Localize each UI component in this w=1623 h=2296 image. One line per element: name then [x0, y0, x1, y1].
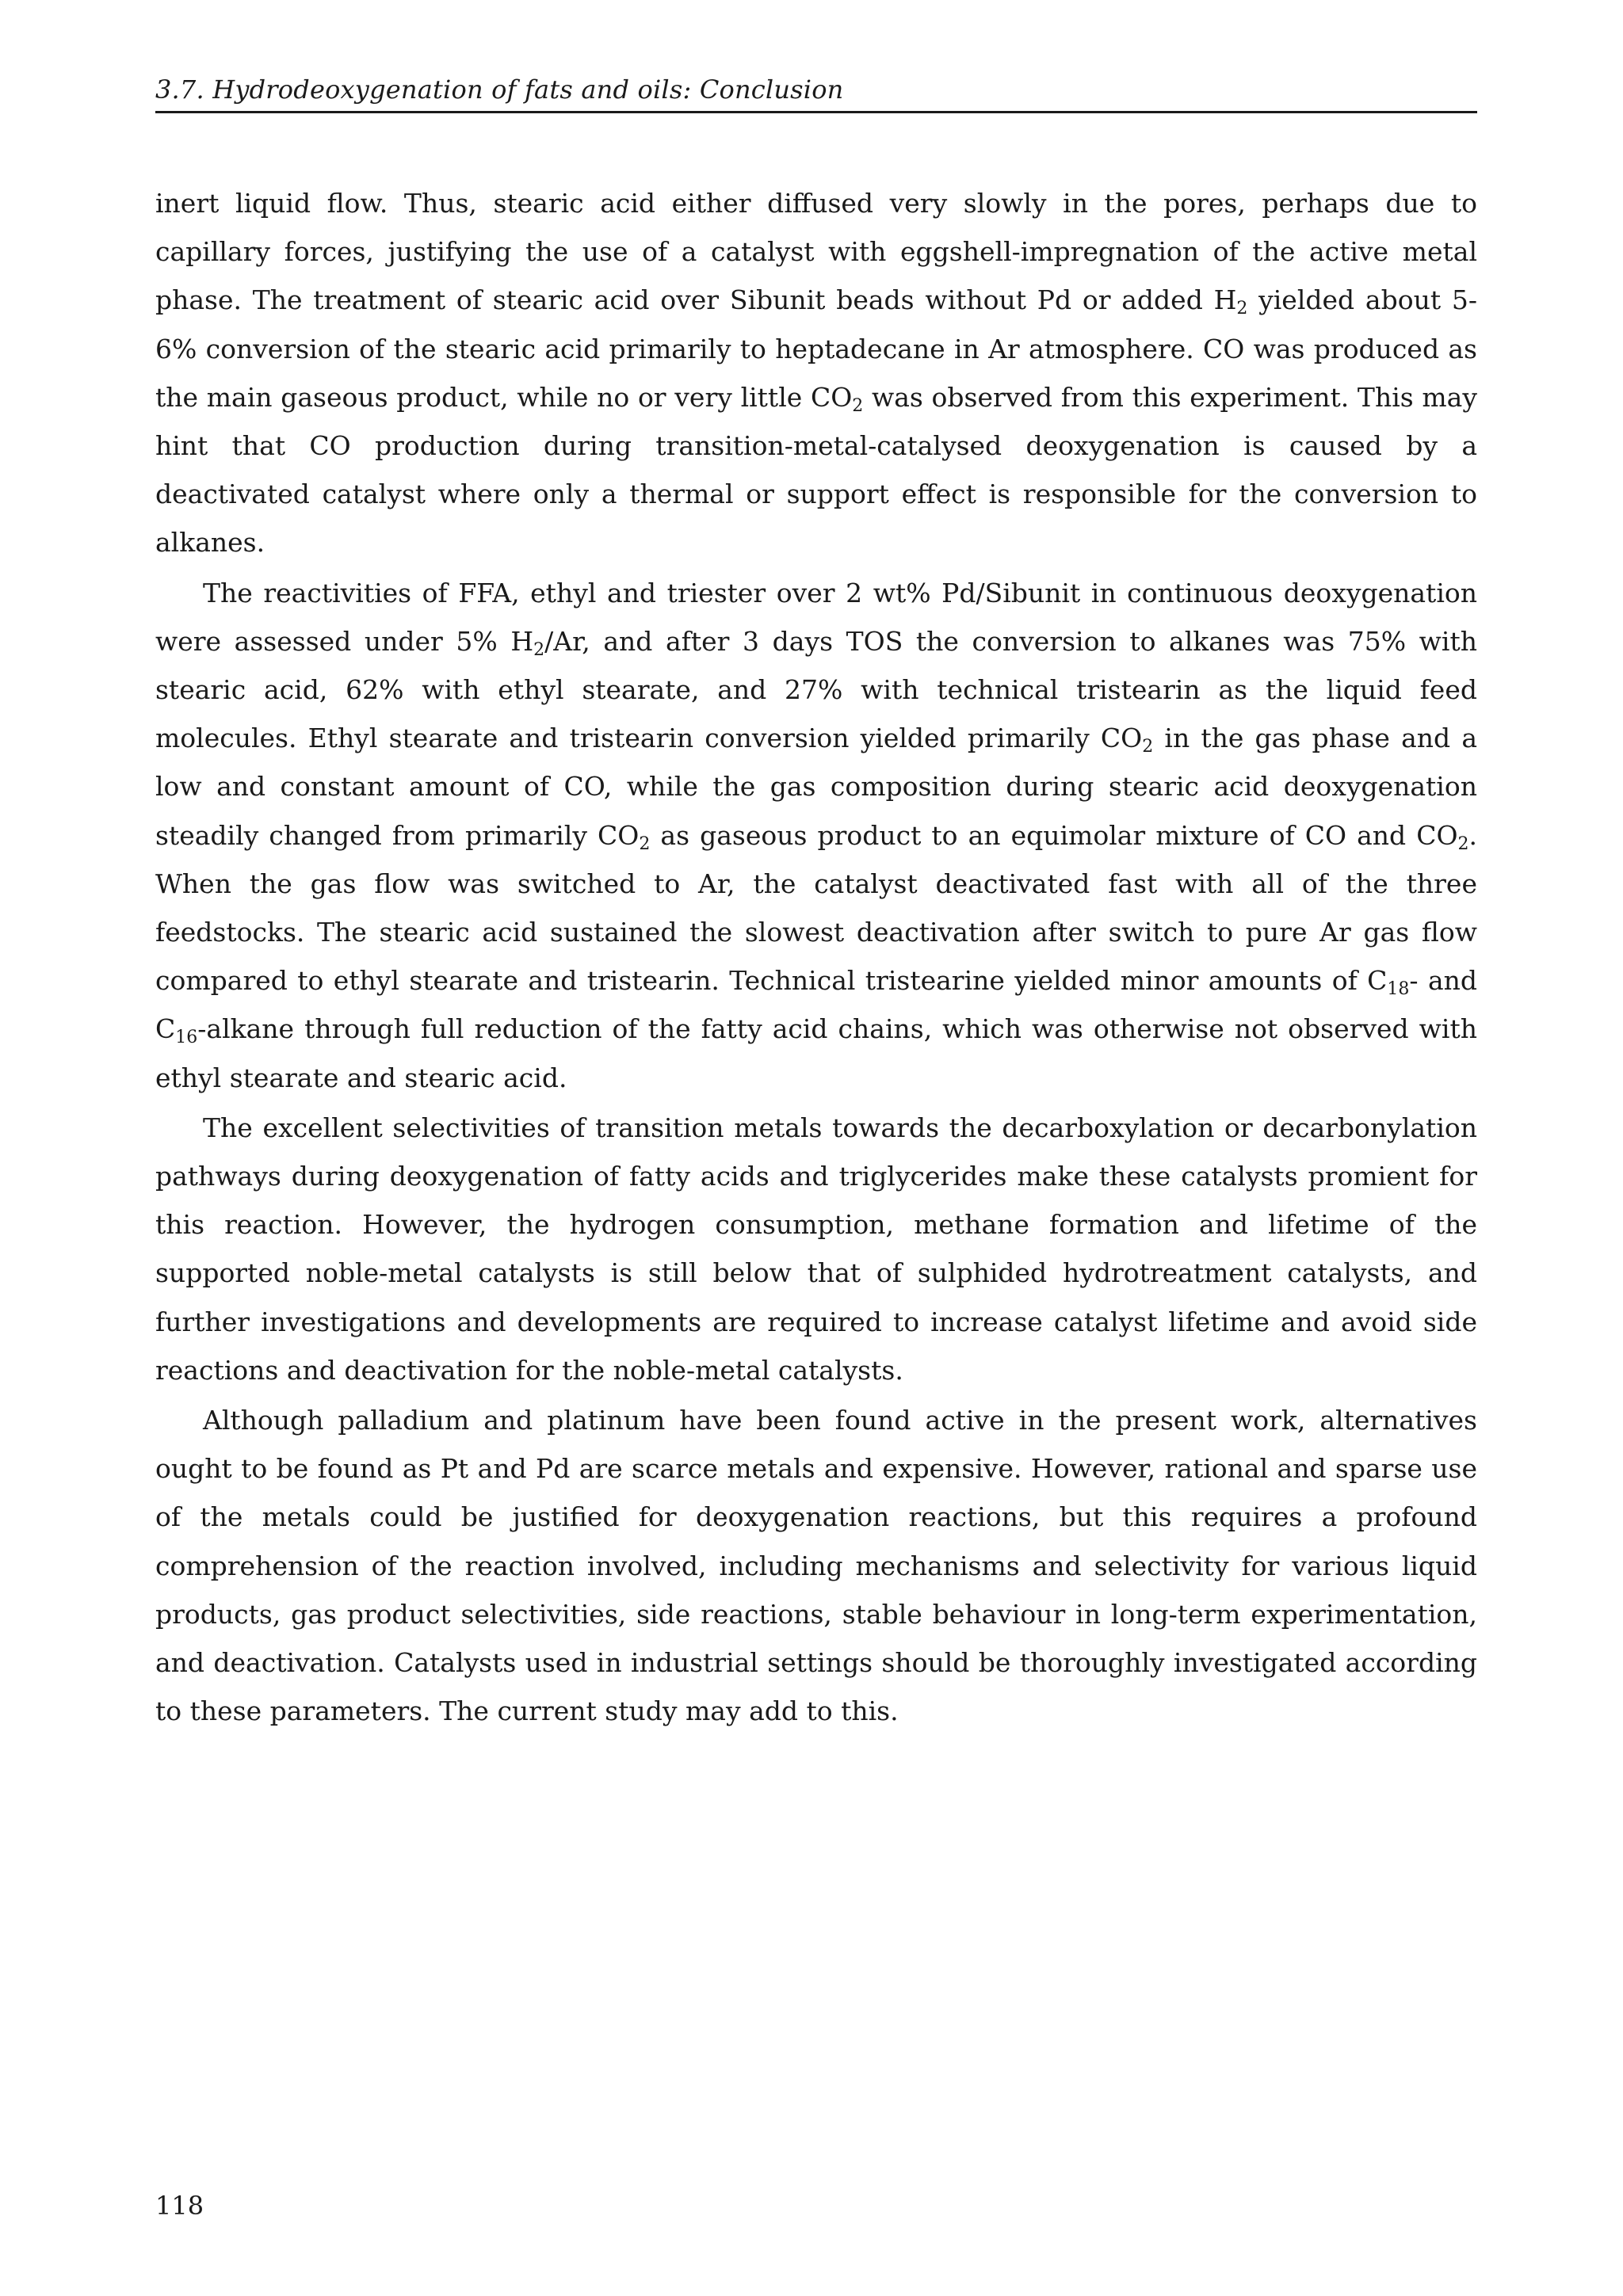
text-run: . When the gas flow was switched to Ar, the catalyst deactivated fast with all of the three feedstocks. The stearic acid sustained the slowest deactivation after switch to pure Ar gas flow compared to ethyl stearate and tristearin. Technical tristearine yielded minor amounts of C [155, 819, 1478, 997]
paragraph-4: Although palladium and platinum have been found active in the present work, alternatives ought to be found as Pt and Pd are scarce metals and expensive. However, rational and sparse use of the metals could be justified for deoxygenation reactions, but this requires a profound comprehension of the reaction involved, including mechanisms and selectivity for various liquid products, gas product selectivities, side reactions, stable behaviour in long-term experimentation, and deactivation. Catalysts used in industrial settings should be thoroughly investigated according to these parameters. The current study may add to this. [155, 1405, 1477, 1727]
text-run: /Ar, and after 3 days TOS the conversion to alkanes was 75% with stearic acid, 62% with ethyl stearate, and 27% with technical tristearin as the liquid feed molecules. Ethyl stearate and tristearin conversion yielded primarily CO [155, 625, 1477, 754]
subscript: 18 [1387, 979, 1410, 1000]
text-run: was observed from this experiment. This may hint that CO production during transition-metal-catalysed deoxygenation is caused by a deactivated catalyst where only a thermal or support effect is responsible for the conversion to alkanes. [155, 381, 1477, 559]
subscript: 2 [533, 639, 545, 660]
text-run: inert liquid flow. Thus, stearic acid either diffused very slowly in the pores, perhaps due to capillary forces, justifying the use of a catalyst with eggshell-impregnation of the active metal phase. The treatment of stearic acid over Sibunit beads without Pd or added H [155, 188, 1477, 316]
text-run: yielded about 5-6% conversion of the stearic acid primarily to heptadecane in Ar atmosphere. CO was produced as the main gaseous product, while no or very little CO [155, 284, 1477, 413]
subscript: 16 [175, 1028, 198, 1048]
body-text [155, 179, 1477, 1736]
paragraph-2 [155, 569, 1477, 1102]
running-header [155, 74, 1477, 113]
subscript: 2 [852, 395, 864, 416]
text-run: in the gas phase and a low and constant amount of CO, while the gas composition during stearic acid deoxygenation steadily changed from primarily CO [155, 723, 1477, 851]
subscript: 2 [639, 833, 651, 854]
running-header-title: 3.7. Hydrodeoxygenation of fats and oils: Conclusion [155, 74, 844, 105]
text-run: The reactivities of FFA, ethyl and triester over 2 wt% Pd/Sibunit in continuous deoxygenation were assessed under 5% H [155, 577, 1477, 657]
paragraph-1 [155, 179, 1477, 567]
text-run: -alkane through full reduction of the fatty acid chains, which was otherwise not observed with ethyl stearate and stearic acid. [155, 1013, 1477, 1093]
subscript: 2 [1142, 737, 1154, 757]
page-number: 118 [155, 2191, 204, 2221]
text-run: as gaseous product to an equimolar mixture of CO and CO [650, 819, 1458, 851]
paragraph-3: The excellent selectivities of transition metals towards the decarboxylation or decarbonylation pathways during deoxygenation of fatty acids and triglycerides make these catalysts promient for this reaction. However, the hydrogen consumption, methane formation and lifetime of the supported noble-metal catalysts is still below that of sulphided hydrotreatment catalysts, and further investigations and developments are required to increase catalyst lifetime and avoid side reactions and deactivation for the noble-metal catalysts. [155, 1112, 1477, 1386]
subscript: 2 [1236, 299, 1248, 319]
subscript: 2 [1457, 833, 1469, 854]
text-run: - and C [155, 965, 1477, 1045]
